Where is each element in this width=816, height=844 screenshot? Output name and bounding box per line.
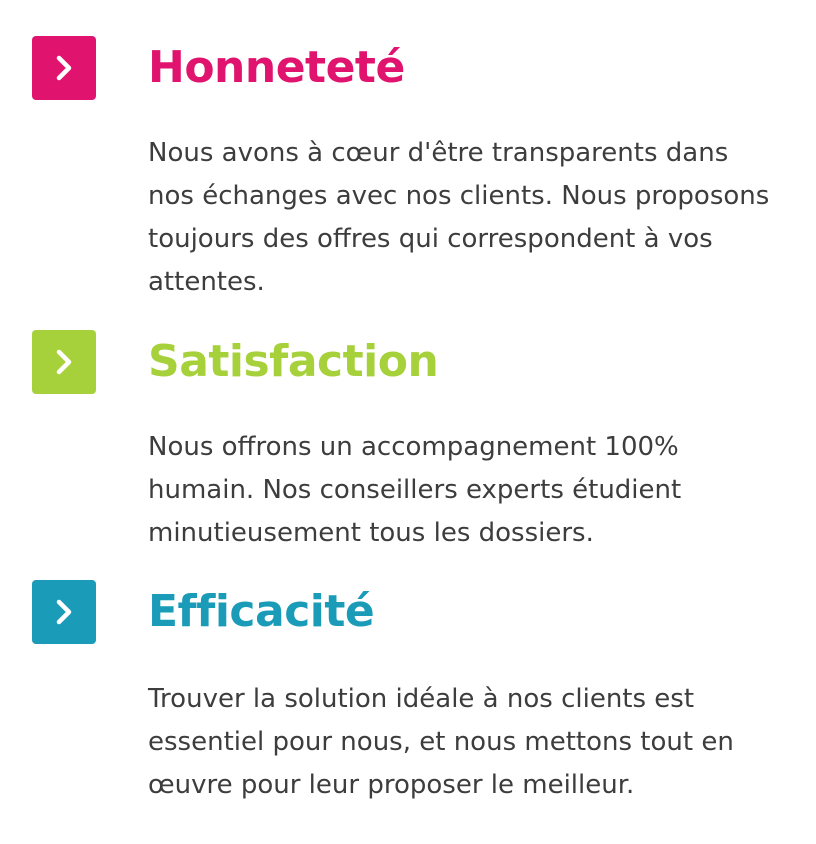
value-satisfaction xyxy=(32,330,792,555)
value-header xyxy=(32,36,792,100)
value-description: Nous offrons un accompagnement 100% humain. Nos conseillers experts étudient minutieusement tous les dossiers. xyxy=(148,432,682,548)
value-honnetete xyxy=(32,36,792,304)
value-description: Nous avons à cœur d'être transparents dans nos échanges avec nos clients. Nous proposons toujours des offres qui correspondent à vos attentes. xyxy=(148,138,770,297)
value-description: Trouver la solution idéale à nos clients est essentiel pour nous, et nous mettons tout en œuvre pour leur proposer le meilleur. xyxy=(148,684,734,800)
value-header xyxy=(32,580,792,644)
value-title: Satisfaction xyxy=(148,336,439,387)
value-title: Honneteté xyxy=(148,42,405,93)
value-header xyxy=(32,330,792,394)
chevron-right-icon xyxy=(32,330,96,394)
value-title: Efficacité xyxy=(148,586,375,637)
value-efficacite xyxy=(32,580,792,807)
chevron-right-icon xyxy=(32,36,96,100)
chevron-right-icon xyxy=(32,580,96,644)
